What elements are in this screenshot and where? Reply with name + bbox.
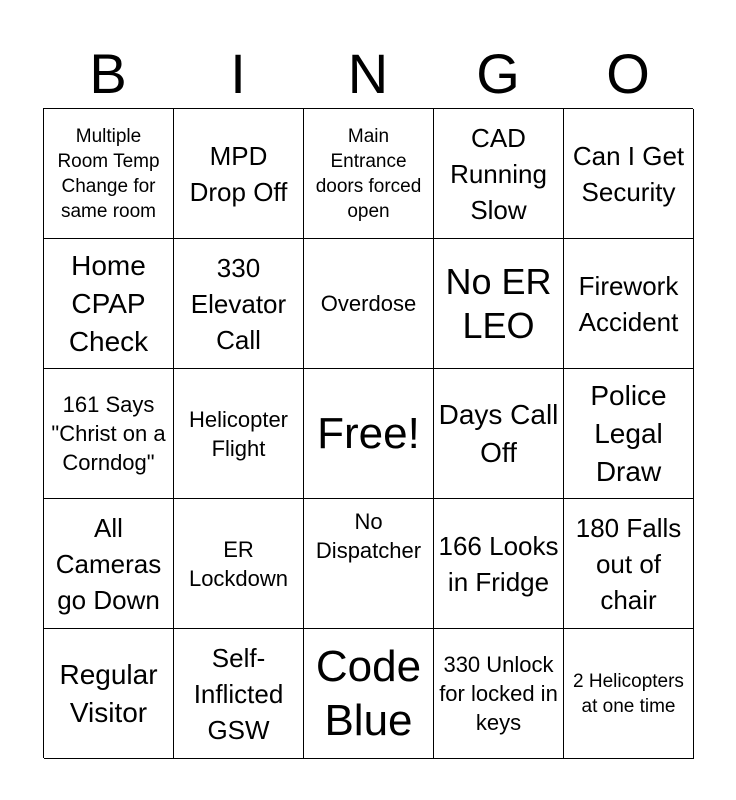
cell-text: Main Entrance doors forced open	[315, 125, 422, 222]
cell-text: Police Legal Draw	[590, 379, 667, 487]
bingo-cell-free[interactable]	[304, 369, 434, 499]
bingo-cell[interactable]	[44, 239, 174, 369]
header-letter-b: B	[89, 42, 127, 105]
bingo-cell[interactable]	[434, 369, 564, 499]
bingo-cell[interactable]	[304, 109, 434, 239]
bingo-cell[interactable]	[44, 109, 174, 239]
cell-text: No Dispatcher	[315, 509, 422, 563]
cell-text: MPD Drop Off	[189, 140, 288, 207]
header-letter-o: O	[606, 42, 650, 105]
bingo-cell[interactable]	[434, 629, 564, 759]
cell-text: 166 Looks in Fridge	[438, 530, 559, 597]
cell-text: 180 Falls out of chair	[575, 512, 682, 615]
cell-text: Code Blue	[315, 641, 422, 745]
cell-text: No ER LEO	[445, 260, 552, 346]
cell-text: 330 Elevator Call	[190, 252, 287, 355]
header-letter-i: I	[230, 42, 246, 105]
bingo-cell[interactable]	[174, 239, 304, 369]
cell-text: Overdose	[320, 291, 417, 316]
bingo-cell[interactable]	[304, 629, 434, 759]
header-letter-g: G	[476, 42, 520, 105]
bingo-cell[interactable]	[564, 499, 694, 629]
cell-text: Multiple Room Temp Change for same room	[57, 125, 160, 222]
cell-text: Free!	[317, 408, 420, 458]
bingo-cell[interactable]	[44, 369, 174, 499]
bingo-cell[interactable]	[44, 499, 174, 629]
bingo-cell[interactable]	[564, 109, 694, 239]
bingo-cell[interactable]	[564, 369, 694, 499]
bingo-cell[interactable]	[564, 239, 694, 369]
header-letter-n: N	[347, 42, 389, 105]
cell-text: CAD Running Slow	[450, 122, 547, 225]
cell-text: 161 Says "Christ on a Corndog"	[51, 392, 166, 475]
bingo-cell[interactable]	[304, 239, 434, 369]
bingo-header	[43, 40, 693, 108]
bingo-cell[interactable]	[434, 109, 564, 239]
bingo-cell[interactable]	[434, 499, 564, 629]
cell-text: Firework Accident	[578, 270, 679, 337]
cell-text: 2 Helicopters at one time	[573, 670, 684, 717]
cell-text: Can I Get Security	[572, 140, 685, 207]
bingo-cell[interactable]	[44, 629, 174, 759]
bingo-board	[43, 108, 693, 758]
bingo-cell[interactable]	[174, 499, 304, 629]
cell-text: ER Lockdown	[188, 536, 289, 591]
bingo-cell[interactable]	[434, 239, 564, 369]
cell-text: Days Call Off	[438, 398, 559, 468]
cell-text: Self-Inflicted GSW	[193, 642, 284, 745]
cell-text: Regular Visitor	[59, 658, 158, 728]
cell-text: Helicopter Flight	[188, 406, 289, 461]
bingo-cell[interactable]	[564, 629, 694, 759]
cell-text: All Cameras go Down	[55, 512, 162, 615]
cell-text: Home CPAP Check	[68, 249, 149, 357]
bingo-cell[interactable]	[174, 629, 304, 759]
cell-text: 330 Unlock for locked in keys	[439, 652, 558, 735]
bingo-cell[interactable]	[174, 369, 304, 499]
bingo-cell[interactable]	[174, 109, 304, 239]
bingo-cell[interactable]	[304, 499, 434, 629]
